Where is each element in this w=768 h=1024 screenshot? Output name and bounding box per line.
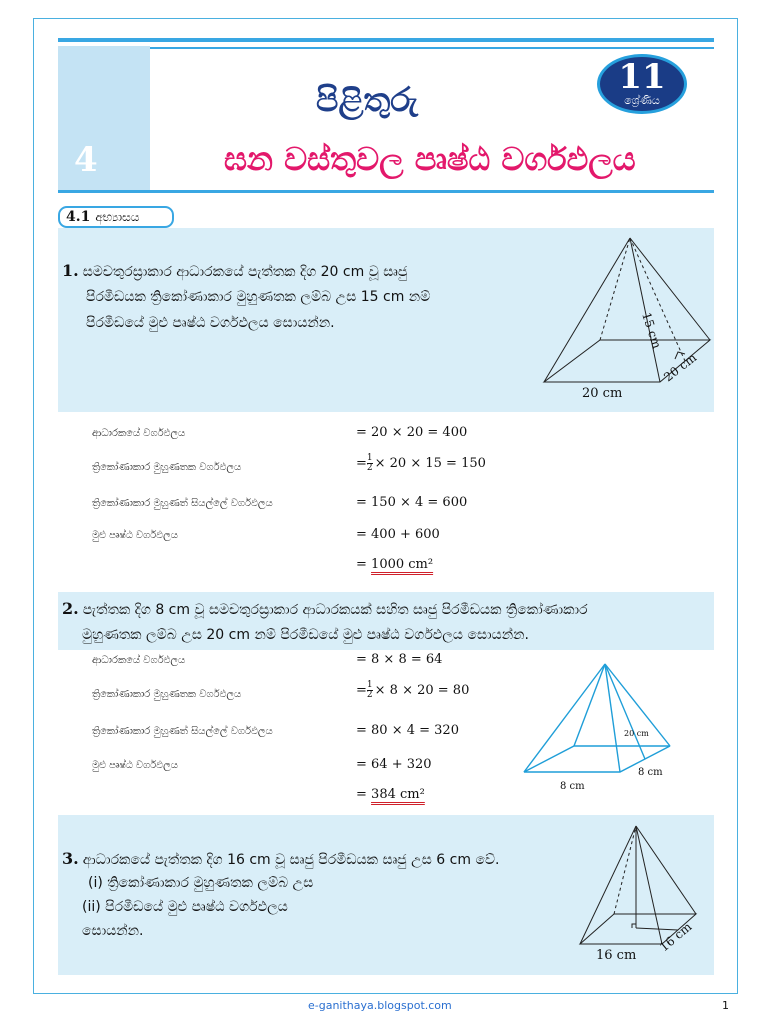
q1-step-4-label: මුළු පෘෂ්ඨ වර්ගඵලය (92, 530, 178, 541)
header-rule-top (58, 38, 714, 42)
page-subtitle: ඝන වස්තුවල පෘෂ්ඨ වර්ගඵලය (224, 140, 636, 178)
pyramid-2-side-label: 8 cm (638, 767, 663, 778)
q1-answer-value: 1000 cm² (371, 557, 434, 572)
q2-step-1-value: = 8 × 8 = 64 (356, 652, 443, 667)
question-1-line-3: පිරමීඩයේ මුළු පෘෂ්ඨ වර්ගඵලය සොයන්න. (86, 315, 335, 331)
pyramid-figure-2 (520, 660, 690, 795)
q2-step-4-value: = 64 + 320 (356, 757, 432, 772)
q1-step-1-value: = 20 × 20 = 400 (356, 425, 468, 440)
q2-final-answer: = 384 cm² (356, 787, 425, 802)
pyramid-1-slant-label: 15 cm (639, 310, 664, 351)
q1-step-3-value: = 150 × 4 = 600 (356, 495, 468, 510)
pyramid-2-slant-label: 20 cm (624, 729, 649, 738)
question-1-line-2: පිරමීඩයක ත්‍රිකෝණාකාර මුහුණතක ලම්බ උස 15 cm නම් (86, 289, 431, 305)
q2-step-2-value: = $\frac{1}{2}$ × 8 × 20 = 80 (356, 680, 470, 700)
exercise-number: 4.1 (66, 209, 91, 225)
chapter-box (58, 46, 150, 190)
question-3-line-1: 3. ආධාරකයේ පැත්තක දිග 16 cm වූ සෘජු පිරමීඩයක සෘජු උස 6 cm වේ. (62, 849, 500, 868)
q1-step-4-value: = 400 + 600 (356, 527, 440, 542)
q2-step-3-value: = 80 × 4 = 320 (356, 723, 459, 738)
exercise-label: අභ්‍යාසය (95, 210, 140, 224)
page-title: පිළිතුරු (316, 80, 418, 119)
q2-fraction: $\frac{1}{2}$ (366, 680, 373, 700)
q1-step-3-label: ත්‍රිකෝණාකාර මුහුණත් සියල්ලේ වර්ගඵලය (92, 498, 273, 509)
question-3-part-i: (i) ත්‍රිකෝණාකාර මුහුණතක ලම්බ උස (88, 875, 314, 891)
grade-badge (597, 54, 687, 114)
q1-step-2-label: ත්‍රිකෝණාකාර මුහුණතක වර්ගඵලය (92, 462, 242, 473)
question-3-last-line: සොයන්න. (82, 923, 144, 939)
chapter-number: 4 (74, 140, 98, 180)
q1-step-1-label: ආධාරකයේ වර්ගඵලය (92, 428, 186, 439)
question-1-number: 1. (62, 261, 79, 280)
header-rule-second (58, 47, 714, 49)
footer-blog-link[interactable]: e-ganithaya.blogspot.com (308, 999, 452, 1012)
pyramid-1-base-label: 20 cm (582, 386, 623, 401)
pyramid-1-side-label: 20 cm (661, 350, 700, 385)
q2-step-1-label: ආධාරකයේ වර්ගඵලය (92, 655, 186, 666)
question-3-number: 3. (62, 849, 79, 868)
pyramid-figure-3 (550, 820, 715, 970)
grade-label: ශ්‍රේණිය (624, 94, 660, 107)
page-number: 1 (722, 999, 729, 1012)
grade-number: 11 (618, 57, 666, 97)
q2-answer-value: 384 cm² (371, 787, 425, 802)
question-2-line-2: මුහුණතක ලම්බ උස 20 cm නම් පිරමීඩයේ මුළු පෘෂ්ඨ වර්ගඵලය සොයන්න. (82, 627, 529, 643)
q1-fraction: $\frac{1}{2}$ (366, 453, 373, 473)
pyramid-2-base-label: 8 cm (560, 781, 585, 792)
pyramid-3-base-label: 16 cm (596, 948, 637, 963)
q1-step-2-value: = $\frac{1}{2}$ × 20 × 15 = 150 (356, 453, 486, 473)
pyramid-figure-1 (540, 232, 715, 407)
question-3-part-ii: (ii) පිරමීඩයේ මුළු පෘෂ්ඨ වර්ගඵලය (82, 899, 288, 915)
pyramid-3-side-label: 16 cm (656, 919, 695, 955)
q2-step-4-label: මුළු පෘෂ්ඨ වර්ගඵලය (92, 760, 178, 771)
exercise-tag (58, 206, 174, 228)
question-1-line-1: 1. සමචතුරස්‍රාකාර ආධාරකයේ පැත්තක දිග 20 cm වූ සෘජු (62, 261, 408, 280)
q1-final-answer: = 1000 cm² (356, 557, 434, 572)
header-rule-bottom (58, 190, 714, 193)
question-2-line-1: 2. පැත්තක දිග 8 cm වූ සමචතුරස්‍රාකාර ආධාරකයක් සහිත සෘජු පිරමීඩයක ත්‍රිකෝණාකාර (62, 599, 588, 618)
question-2-number: 2. (62, 599, 79, 618)
q2-step-3-label: ත්‍රිකෝණාකාර මුහුණත් සියල්ලේ වර්ගඵලය (92, 726, 273, 737)
q2-step-2-label: ත්‍රිකෝණාකාර මුහුණතක වර්ගඵලය (92, 689, 242, 700)
